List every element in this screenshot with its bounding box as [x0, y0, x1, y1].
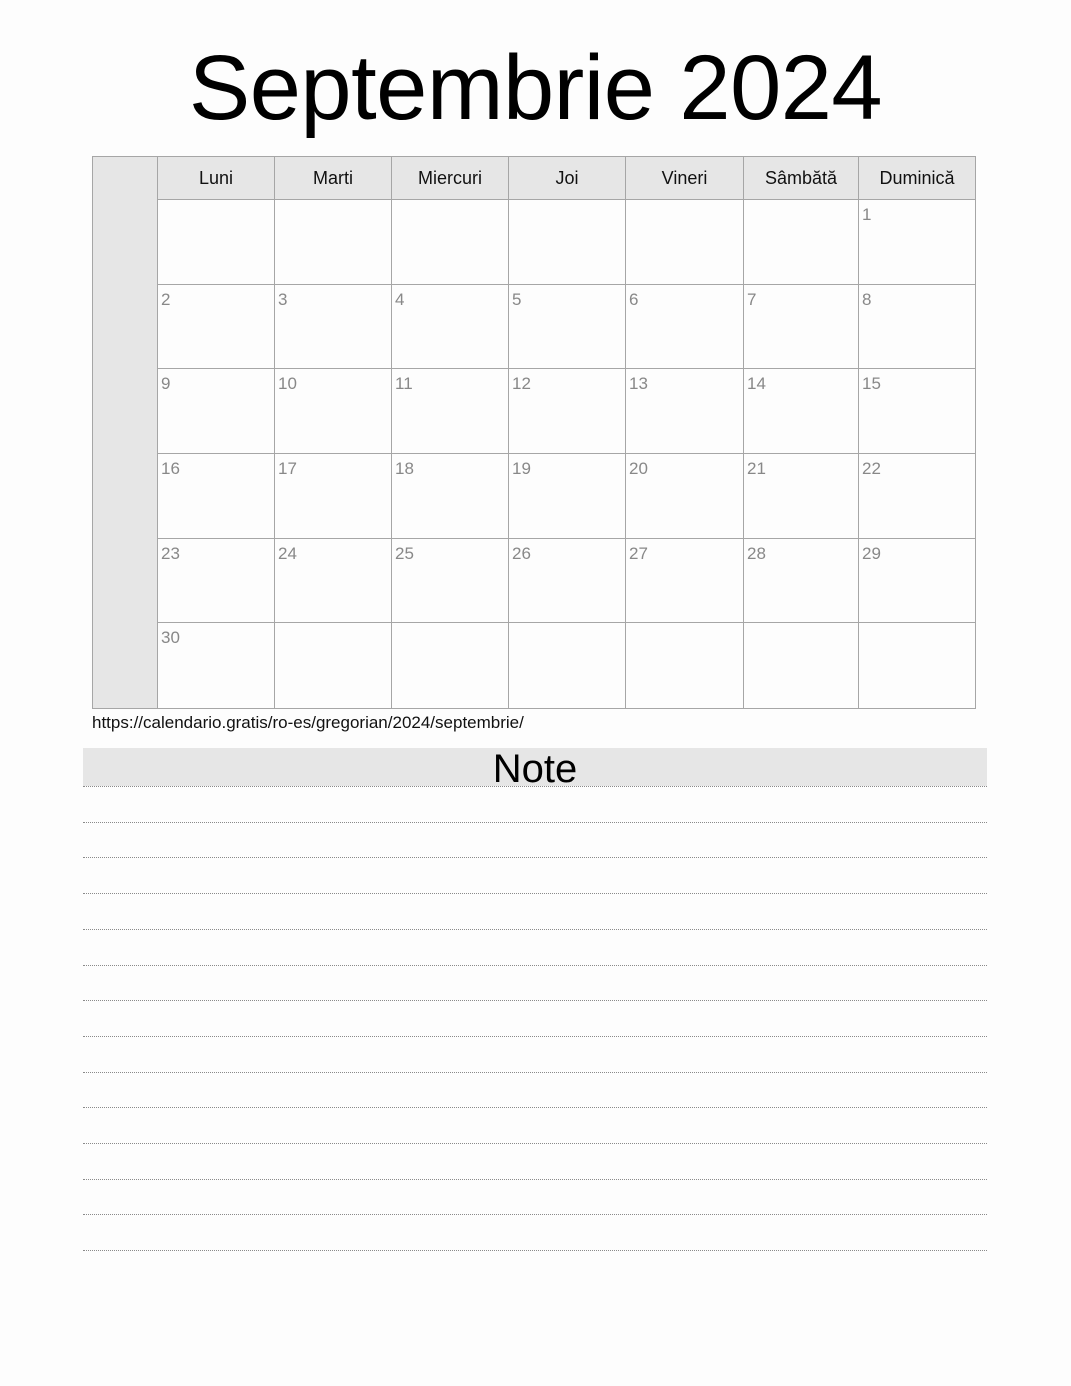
day-number: 25 [395, 543, 414, 563]
source-url[interactable]: https://calendario.gratis/ro-es/gregorian/2024/septembrie/ [92, 713, 524, 732]
day-cell [158, 369, 275, 454]
day-cell [275, 285, 392, 370]
day-cell [859, 369, 975, 454]
day-number: 30 [161, 628, 180, 648]
day-cell [392, 285, 509, 370]
weekday-header-saturday: Sâmbătă [744, 157, 859, 200]
note-line[interactable] [83, 1214, 987, 1215]
day-number: 6 [629, 289, 639, 309]
day-cell [626, 539, 744, 624]
day-cell [275, 454, 392, 539]
day-number: 21 [747, 458, 766, 478]
day-cell [744, 539, 859, 624]
day-cell [392, 369, 509, 454]
day-number: 16 [161, 458, 180, 478]
note-line[interactable] [83, 893, 987, 894]
day-number: 26 [512, 543, 531, 563]
day-number: 4 [395, 289, 405, 309]
day-cell [509, 539, 626, 624]
weekday-header-sunday: Duminică [859, 157, 975, 200]
weekday-header-monday: Luni [158, 157, 275, 200]
day-number: 5 [512, 289, 522, 309]
day-cell [626, 623, 744, 708]
day-number: 7 [747, 289, 757, 309]
note-line[interactable] [83, 1179, 987, 1180]
calendar-days [158, 157, 975, 708]
note-line[interactable] [83, 786, 987, 787]
day-cell [859, 285, 975, 370]
day-number: 8 [862, 289, 872, 309]
day-number: 20 [629, 458, 648, 478]
day-number: 27 [629, 543, 648, 563]
day-number: 14 [747, 374, 766, 394]
day-cell [158, 623, 275, 708]
day-number: 23 [161, 543, 180, 563]
day-number: 15 [862, 374, 881, 394]
day-cell [509, 454, 626, 539]
day-number: 17 [278, 458, 297, 478]
day-number: 11 [395, 374, 413, 394]
day-cell [859, 200, 975, 285]
day-cell [509, 623, 626, 708]
day-cell [744, 285, 859, 370]
notes-heading: Note [83, 748, 987, 786]
page-title: Septembrie 2024 [188, 37, 883, 139]
day-number: 2 [161, 289, 171, 309]
note-line[interactable] [83, 1143, 987, 1144]
day-number: 13 [629, 374, 648, 394]
day-number: 3 [278, 289, 288, 309]
day-cell [275, 623, 392, 708]
day-number: 1 [862, 205, 872, 224]
day-cell [626, 285, 744, 370]
day-cell [509, 369, 626, 454]
note-line[interactable] [83, 1250, 987, 1251]
weekday-header-wednesday: Miercuri [392, 157, 509, 200]
day-cell [275, 200, 392, 285]
weekday-header-thursday: Joi [509, 157, 626, 200]
day-number: 19 [512, 458, 531, 478]
day-number: 22 [862, 458, 881, 478]
day-cell [509, 285, 626, 370]
week-number-column [93, 157, 158, 708]
day-cell [626, 200, 744, 285]
day-number: 28 [747, 543, 766, 563]
day-cell [859, 454, 975, 539]
day-number: 18 [395, 458, 414, 478]
day-cell [744, 200, 859, 285]
day-cell [626, 369, 744, 454]
note-line[interactable] [83, 929, 987, 930]
day-cell [275, 369, 392, 454]
note-line[interactable] [83, 1107, 987, 1108]
day-cell [744, 369, 859, 454]
note-line[interactable] [83, 965, 987, 966]
day-number: 10 [278, 374, 297, 394]
note-line[interactable] [83, 857, 987, 858]
note-line[interactable] [83, 822, 987, 823]
day-cell [158, 200, 275, 285]
day-cell [275, 539, 392, 624]
day-cell [158, 539, 275, 624]
day-number: 24 [278, 543, 297, 563]
day-cell [158, 285, 275, 370]
weekday-header-tuesday: Marti [275, 157, 392, 200]
day-cell [626, 454, 744, 539]
day-cell [509, 200, 626, 285]
day-cell [392, 200, 509, 285]
day-cell [744, 623, 859, 708]
day-number: 9 [161, 374, 171, 394]
day-number: 12 [512, 374, 531, 394]
day-cell [392, 454, 509, 539]
day-cell [158, 454, 275, 539]
day-cell [392, 539, 509, 624]
weekday-header-friday: Vineri [626, 157, 744, 200]
note-line[interactable] [83, 1000, 987, 1001]
day-cell [392, 623, 509, 708]
day-cell [859, 539, 975, 624]
day-cell [859, 623, 975, 708]
note-line[interactable] [83, 1072, 987, 1073]
day-cell [744, 454, 859, 539]
day-number: 29 [862, 543, 881, 563]
calendar-grid [92, 156, 976, 709]
note-line[interactable] [83, 1036, 987, 1037]
